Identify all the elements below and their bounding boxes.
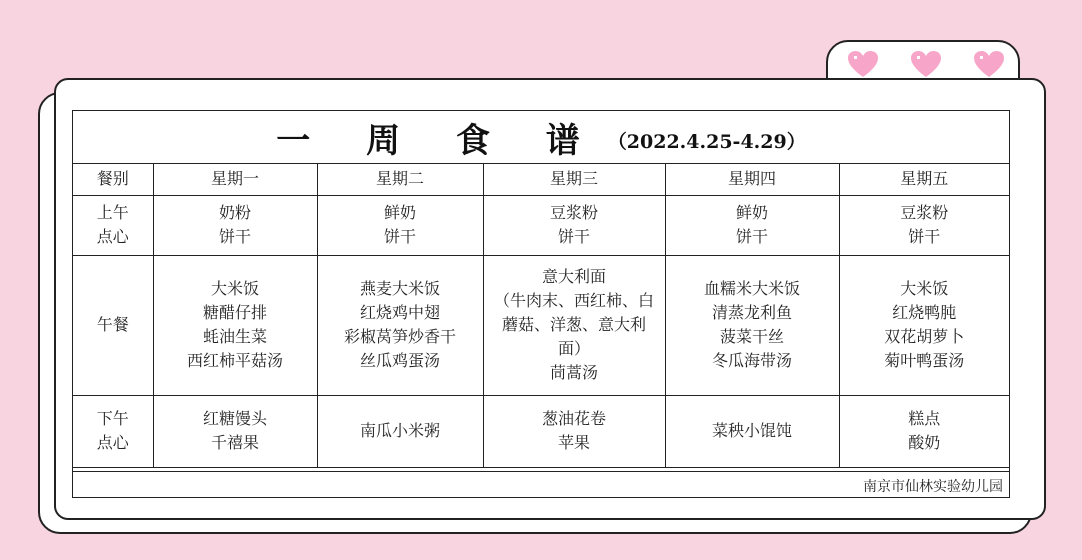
- meal-cell: 上午 点心: [73, 195, 153, 255]
- menu-cell: 南瓜小米粥: [317, 395, 483, 467]
- menu-cell: 大米饭 糖醋仔排 蚝油生菜 西红柿平菇汤: [153, 255, 317, 395]
- date-range: （2022.4.25-4.29）: [607, 130, 806, 153]
- meal-cell: 午餐: [73, 255, 153, 395]
- menu-cell: 红糖馒头 千禧果: [153, 395, 317, 467]
- school-name: 南京市仙林实验幼儿园: [863, 479, 1003, 495]
- header-day: 星期三: [483, 164, 665, 195]
- heart-icon: [909, 49, 943, 79]
- table-row: [73, 195, 1009, 255]
- page-title: 一 周 食 谱: [276, 120, 602, 161]
- header-day: 星期四: [665, 164, 839, 195]
- heart-icon: [972, 49, 1006, 79]
- header-row: [73, 164, 1009, 195]
- menu-cell: 糕点 酸奶: [839, 395, 1009, 467]
- menu-table: [73, 164, 1009, 468]
- header-day: 星期二: [317, 164, 483, 195]
- menu-cell: 血糯米大米饭 清蒸龙利鱼 菠菜干丝 冬瓜海带汤: [665, 255, 839, 395]
- hearts-decoration: [846, 46, 1006, 82]
- title-row: [73, 111, 1009, 164]
- table-row: [73, 395, 1009, 467]
- heart-icon: [846, 49, 880, 79]
- menu-cell: 鲜奶 饼干: [317, 195, 483, 255]
- header-day: 星期五: [839, 164, 1009, 195]
- menu-cell: 鲜奶 饼干: [665, 195, 839, 255]
- menu-frame: [72, 110, 1010, 498]
- menu-cell: 菜秧小馄饨: [665, 395, 839, 467]
- menu-cell: 葱油花卷 苹果: [483, 395, 665, 467]
- table-row: [73, 255, 1009, 395]
- menu-cell: 豆浆粉 饼干: [839, 195, 1009, 255]
- menu-cell: 大米饭 红烧鸭肫 双花胡萝卜 菊叶鸭蛋汤: [839, 255, 1009, 395]
- menu-cell: 燕麦大米饭 红烧鸡中翅 彩椒莴笋炒香干 丝瓜鸡蛋汤: [317, 255, 483, 395]
- menu-cell: 意大利面 （牛肉末、西红柿、白 蘑菇、洋葱、意大利 面） 茼蒿汤: [483, 255, 665, 395]
- menu-cell: 豆浆粉 饼干: [483, 195, 665, 255]
- footer-row: [73, 471, 1009, 498]
- header-day: 星期一: [153, 164, 317, 195]
- header-meal: 餐别: [73, 164, 153, 195]
- meal-cell: 下午 点心: [73, 395, 153, 467]
- menu-cell: 奶粉 饼干: [153, 195, 317, 255]
